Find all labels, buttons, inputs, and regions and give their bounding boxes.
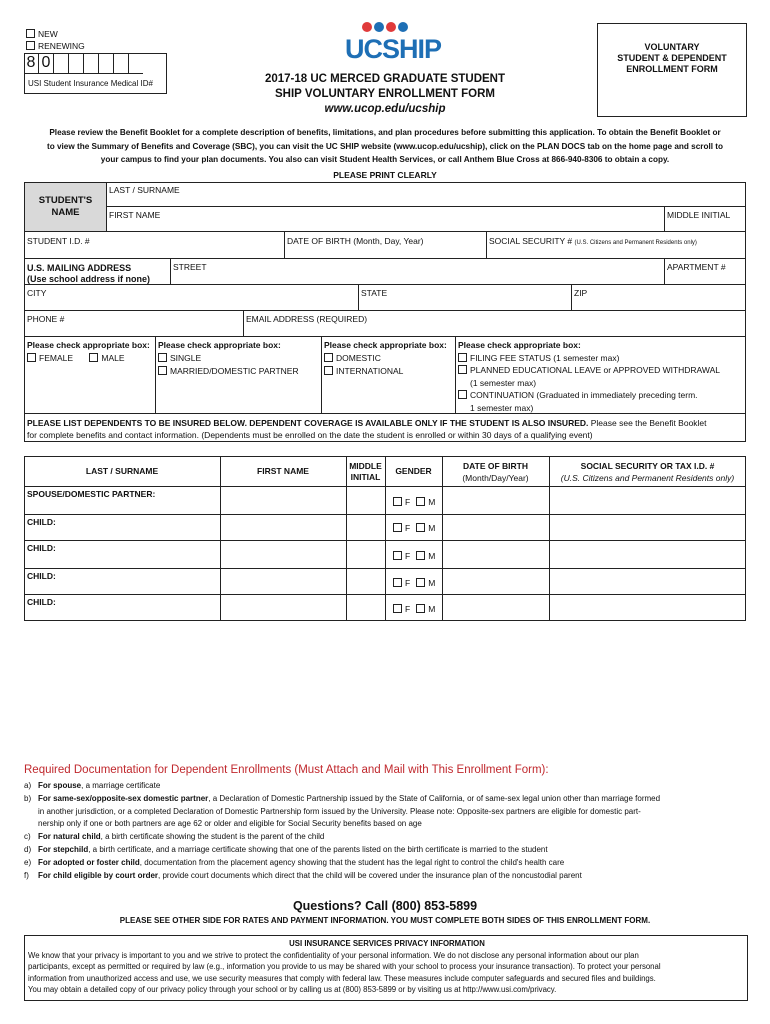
circle-icon xyxy=(374,22,384,32)
medical-id-label: USI Student Insurance Medical ID# xyxy=(28,79,153,88)
required-docs-title: Required Documentation for Dependent Enrollments (Must Attach and Mail with This Enrollment Form): xyxy=(24,764,549,776)
divider xyxy=(385,456,386,621)
leave-option[interactable]: PLANNED EDUCATIONAL LEAVE or APPROVED WITHDRAWAL xyxy=(458,364,720,377)
filing-fee-option[interactable]: FILING FEE STATUS (1 semester max) xyxy=(458,352,720,365)
checkbox-icon[interactable] xyxy=(26,41,35,50)
divider xyxy=(664,206,665,231)
new-option[interactable]: NEW xyxy=(26,28,85,40)
digit-cell[interactable] xyxy=(54,53,69,74)
checkbox-icon[interactable] xyxy=(26,29,35,38)
checkbox-icon[interactable] xyxy=(158,366,167,375)
mailing-address-label: U.S. MAILING ADDRESS (Use school address if none) xyxy=(27,263,151,284)
header-last: LAST / SURNAME xyxy=(85,466,159,476)
ucship-logo xyxy=(345,22,442,70)
checkbox-icon[interactable] xyxy=(458,353,467,362)
residency-group: Please check appropriate box: DOMESTIC INTERNATIONAL xyxy=(324,340,447,376)
domestic-option[interactable]: DOMESTIC xyxy=(324,352,447,365)
required-docs-list xyxy=(24,780,748,882)
checkbox-icon[interactable] xyxy=(393,551,402,560)
print-clearly: PLEASE PRINT CLEARLY xyxy=(333,170,437,180)
ssn-field[interactable]: SOCIAL SECURITY # (U.S. Citizens and Permanent Residents only) xyxy=(489,236,697,246)
checkbox-icon[interactable] xyxy=(416,604,425,613)
digit-cell[interactable]: 8 xyxy=(24,53,39,74)
gender-group: Please check appropriate box: FEMALE MALE xyxy=(27,340,150,363)
questions-phone: Questions? Call (800) 853-5899 xyxy=(292,899,478,913)
form-type-box: VOLUNTARY STUDENT & DEPENDENT ENROLLMENT FORM xyxy=(597,23,747,117)
doc-item: d) For stepchild, a birth certificate, and a marriage certificate showing that one of the parents listed on the birth certificate is married to the student xyxy=(24,844,548,854)
zip-field[interactable]: ZIP xyxy=(574,288,588,298)
row-child: CHILD: xyxy=(27,571,56,581)
divider xyxy=(24,310,746,311)
divider xyxy=(358,284,359,310)
digit-cell[interactable] xyxy=(84,53,99,74)
dependents-notice: PLEASE LIST DEPENDENTS TO BE INSURED BELOW. DEPENDENT COVERAGE IS AVAILABLE ONLY IF THE STUDENT IS ALSO INSURED. Please see the Benefit Booklet for complete benefits and contact information. (Dependents must be enrolled on the date the student is enrolled or within 30 days of a qualifying event) xyxy=(27,418,707,440)
digit-cell[interactable] xyxy=(69,53,84,74)
checkbox-icon[interactable] xyxy=(416,497,425,506)
gender-choice[interactable]: F M xyxy=(393,551,435,561)
email-field[interactable]: EMAIL ADDRESS (REQUIRED) xyxy=(246,314,368,324)
status-options xyxy=(26,28,85,52)
divider xyxy=(24,231,746,232)
city-field[interactable]: CITY xyxy=(27,288,47,298)
checkbox-icon[interactable] xyxy=(324,353,333,362)
divider xyxy=(664,258,665,284)
checkbox-icon[interactable] xyxy=(416,578,425,587)
last-name-field[interactable]: LAST / SURNAME xyxy=(109,185,180,195)
divider xyxy=(24,514,746,515)
digit-cell[interactable]: 0 xyxy=(39,53,54,74)
divider xyxy=(284,231,285,258)
divider xyxy=(155,336,156,413)
see-other-side: PLEASE SEE OTHER SIDE FOR RATES AND PAYMENT INFORMATION. YOU MUST COMPLETE BOTH SIDES OF THIS ENROLLMENT FORM. xyxy=(119,916,651,925)
marital-group: Please check appropriate box: SINGLE MARRIED/DOMESTIC PARTNER xyxy=(158,340,299,376)
middle-initial-field[interactable]: MIDDLE INITIAL xyxy=(667,210,731,220)
checkbox-icon[interactable] xyxy=(89,353,98,362)
state-field[interactable]: STATE xyxy=(361,288,388,298)
divider xyxy=(24,568,746,569)
married-option[interactable]: MARRIED/DOMESTIC PARTNER xyxy=(158,365,299,378)
enrollment-status-group: Please check appropriate box: FILING FEE STATUS (1 semester max) PLANNED EDUCATIONAL LEAVE or APPROVED WITHDRAWAL (1 semester max) CONTINUATION (Graduated in immediately preceding term. 1 semester max) xyxy=(458,340,721,413)
gender-choice[interactable]: F M xyxy=(393,578,435,588)
divider xyxy=(455,336,456,413)
checkbox-icon[interactable] xyxy=(416,551,425,560)
doc-item: f) For child eligible by court order, provide court documents which direct that the child will be covered under the insurance plan of the noncustodial parent xyxy=(24,870,582,880)
student-name-label: STUDENT'S NAME xyxy=(25,183,106,231)
single-option[interactable]: SINGLE xyxy=(158,352,299,365)
dob-field[interactable]: DATE OF BIRTH (Month, Day, Year) xyxy=(287,236,424,246)
student-id-field[interactable]: STUDENT I.D. # xyxy=(27,236,90,246)
divider xyxy=(24,594,746,595)
website-link[interactable]: www.ucop.edu/ucship xyxy=(324,103,446,115)
checkbox-icon[interactable] xyxy=(393,523,402,532)
doc-item: e) For adopted or foster child, documentation from the placement agency showing that the student has the legal right to control the child's health care xyxy=(24,857,565,867)
street-field[interactable]: STREET xyxy=(173,262,207,272)
checkbox-icon[interactable] xyxy=(158,353,167,362)
divider xyxy=(106,206,746,207)
header-first: FIRST NAME xyxy=(257,466,309,476)
form-title: 2017-18 UC MERCED GRADUATE STUDENT SHIP VOLUNTARY ENROLLMENT FORM www.ucop.edu/ucship xyxy=(230,72,540,117)
gender-choice[interactable]: F M xyxy=(393,523,435,533)
renewing-option[interactable]: RENEWING xyxy=(26,40,85,52)
male-option[interactable]: MALE xyxy=(89,353,124,363)
divider xyxy=(486,231,487,258)
first-name-field[interactable]: FIRST NAME xyxy=(109,210,161,220)
phone-field[interactable]: PHONE # xyxy=(27,314,65,324)
divider xyxy=(24,336,746,337)
digit-cell[interactable] xyxy=(114,53,129,74)
doc-item: a) For spouse, a marriage certificate xyxy=(24,781,161,790)
medical-id-digits[interactable] xyxy=(24,53,143,74)
header-ssn: SOCIAL SECURITY OR TAX I.D. # (U.S. Citizens and Permanent Residents only) xyxy=(560,461,735,483)
row-child: CHILD: xyxy=(27,517,56,527)
checkbox-icon[interactable] xyxy=(458,390,467,399)
checkbox-icon[interactable] xyxy=(393,497,402,506)
intro-paragraph: Please review the Benefit Booklet for a complete description of benefits, limitations, and plan procedures before submitting this application. To obtain the Benefit Booklet or to view the Summary of Benefits and Coverage (SBC), you can visit the UC SHIP website (www.ucop.edu/ucship), click on the PLAN DOCS tab on the home page and scroll to your campus to find your plan documents. You also can visit Student Health Services, or call Anthem Blue Cross at 866-940-8306 to obtain a copy. xyxy=(46,128,724,164)
header-middle: MIDDLE INITIAL xyxy=(349,461,382,482)
circle-icon xyxy=(362,22,372,32)
circle-icon xyxy=(386,22,396,32)
checkbox-icon[interactable] xyxy=(324,366,333,375)
divider xyxy=(170,258,171,284)
row-child: CHILD: xyxy=(27,597,56,607)
doc-item: in another jurisdiction, or a completed Declaration of Domestic Partnership form issued by the University. Please note: Opposite-sex partners are eligible for domestic part- xyxy=(38,806,641,816)
checkbox-icon[interactable] xyxy=(393,578,402,587)
divider xyxy=(571,284,572,310)
privacy-text: USI INSURANCE SERVICES PRIVACY INFORMATION We know that your privacy is important to you and we strive to protect the confidentiality of your personal information. We do not disclose any personal information about our plan participants, except as permitted or required by law (e.g., information you provide to us may be shared with your school to process your insurance transaction). To protect your personal information from unauthorized access and use, we use security measures that comply with federal law. These measures include computer safeguards and secured files and buildings. You may obtain a detailed copy of our privacy policy through your school or by calling us at (800) 853-5899 or by visiting us at http://www.usi.com/privacy. xyxy=(28,939,661,994)
doc-item: nership only if one or both partners are age 62 or older and eligible for Social Security benefits based on age xyxy=(38,819,422,829)
doc-item: b) For same-sex/opposite-sex domestic partner, a Declaration of Domestic Partnership issued by the State of California, or of same-sex legal union other than marriage formed xyxy=(24,793,661,803)
circle-icon xyxy=(398,22,408,32)
header-dob: DATE OF BIRTH (Month/Day/Year) xyxy=(462,461,529,483)
female-option[interactable]: FEMALE xyxy=(27,353,73,363)
checkbox-icon[interactable] xyxy=(458,365,467,374)
checkbox-icon[interactable] xyxy=(393,604,402,613)
doc-item: c) For natural child, a birth certificate showing the student is the parent of the child xyxy=(24,832,325,842)
checkbox-icon[interactable] xyxy=(27,353,36,362)
checkbox-icon[interactable] xyxy=(416,523,425,532)
gender-choice[interactable]: F M xyxy=(393,497,435,507)
header-gender: GENDER xyxy=(395,466,432,476)
divider xyxy=(220,456,221,621)
logo-text: UCSHIP xyxy=(345,34,442,64)
divider xyxy=(321,336,322,413)
digit-cell[interactable] xyxy=(129,53,143,74)
divider xyxy=(243,310,244,336)
continuation-option[interactable]: CONTINUATION (Graduated in immediately preceding term. xyxy=(458,389,720,402)
logo-circles xyxy=(362,22,408,32)
divider xyxy=(24,413,746,414)
divider xyxy=(24,258,746,259)
divider xyxy=(24,540,746,541)
apartment-field[interactable]: APARTMENT # xyxy=(667,262,726,272)
international-option[interactable]: INTERNATIONAL xyxy=(324,365,447,378)
divider xyxy=(24,284,746,285)
gender-choice[interactable]: F M xyxy=(393,604,435,614)
row-child: CHILD: xyxy=(27,543,56,553)
row-spouse: SPOUSE/DOMESTIC PARTNER: xyxy=(27,489,156,499)
digit-cell[interactable] xyxy=(99,53,114,74)
